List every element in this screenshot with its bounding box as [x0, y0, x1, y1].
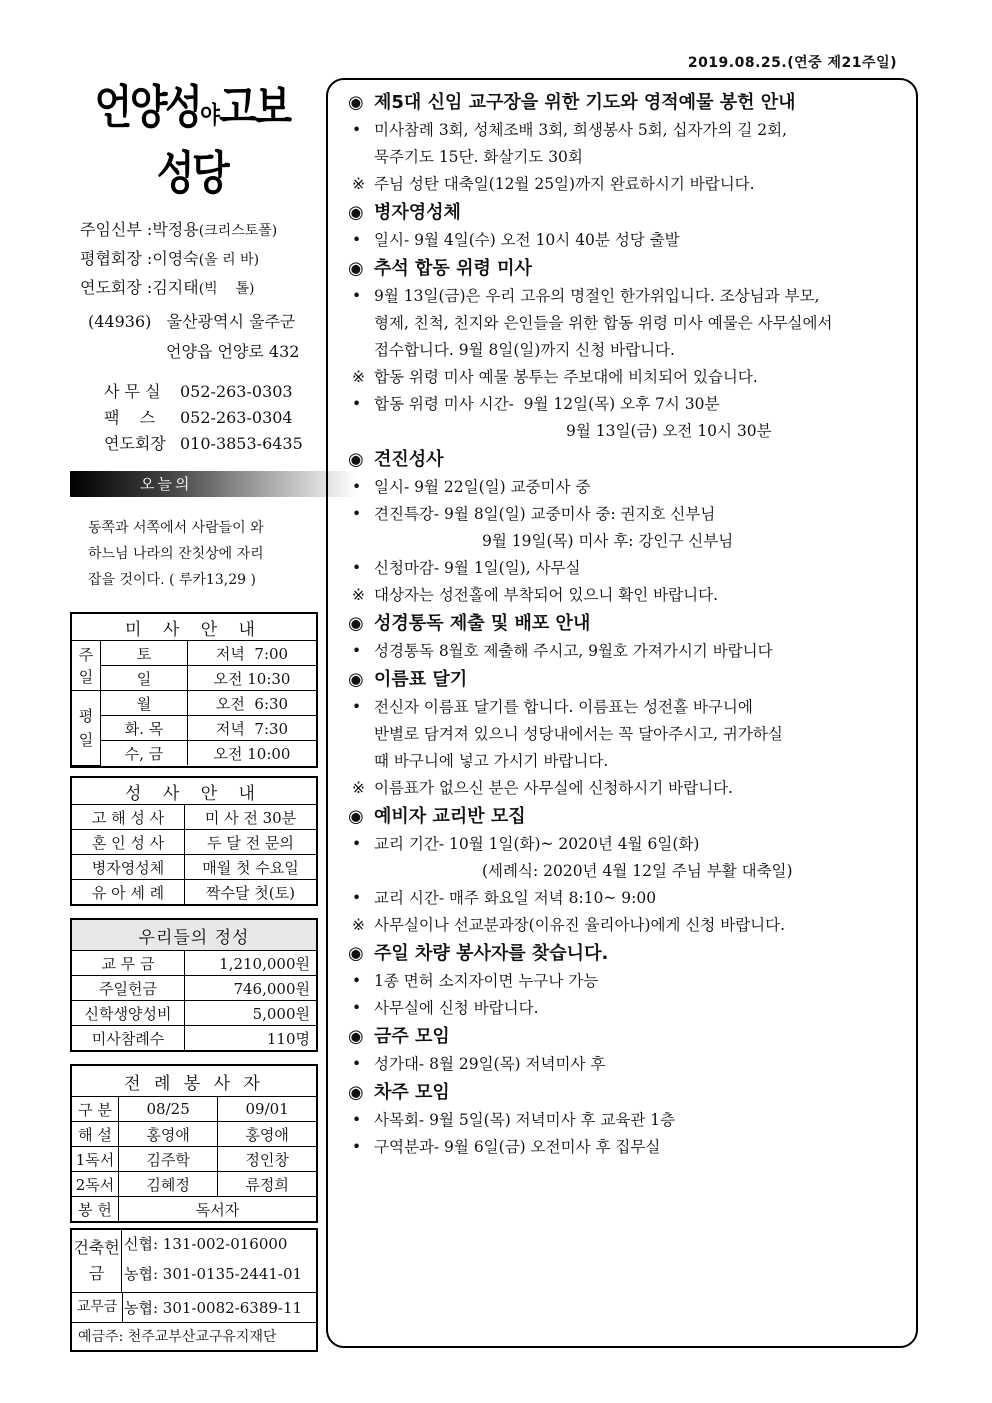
line-bullet: • [352, 559, 362, 577]
sacrament-name: 혼 인 성 사 [72, 830, 185, 855]
staff-label: 연도회장 [80, 278, 142, 297]
mass-time: 오전 10:30 [188, 666, 317, 691]
sacrament-name: 병자영성체 [72, 855, 185, 880]
announcement-line [348, 117, 918, 144]
section-title [348, 802, 918, 831]
line-text: 묵주기도 15단. 화살기도 30회 [374, 148, 583, 166]
line-bullet: • [352, 972, 362, 990]
line-bullet: • [352, 642, 362, 660]
line-text: 1종 면허 소지자이면 누구나 가능 [374, 972, 599, 990]
line-text: 미사참례 3회, 성체조배 3회, 희생봉사 5회, 십자가의 길 2회, [374, 121, 788, 139]
building-fund-label: 건축헌금 [72, 1230, 122, 1292]
announcement-line [348, 337, 918, 364]
mass-day: 화. 목 [101, 716, 188, 741]
phone-value: 052-263-0303 [180, 382, 293, 401]
line-text: 때 바구니에 넣고 가시기 바랍니다. [374, 752, 609, 770]
phone-row [104, 405, 314, 431]
offering-value: 110명 [185, 1026, 317, 1051]
announcement-line [348, 885, 918, 912]
announcement-line [348, 775, 918, 802]
announcement-line [348, 555, 918, 582]
announcement-line [348, 721, 918, 748]
offering-value: 746,000원 [185, 976, 317, 1001]
announcement-line [348, 912, 918, 939]
liturgy-person: 홍영애 [218, 1122, 316, 1147]
liturgy-role: 해 설 [72, 1122, 119, 1147]
mass-day: 토 [101, 641, 188, 666]
address-line-1: (44936) 울산광역시 울주군 [88, 312, 296, 331]
line-bullet: • [352, 231, 362, 249]
line-text: 교리 기간- 10월 1일(화)~ 2020년 4월 6일(화) [374, 835, 700, 853]
section-bullet-icon: ◉ [348, 258, 364, 279]
section-bullet-icon: ◉ [348, 613, 364, 634]
announcement-line [348, 638, 918, 665]
liturgy-role: 1독서 [72, 1147, 119, 1172]
offering-name: 미사참례수 [72, 1026, 185, 1051]
announcement-line [348, 1134, 918, 1161]
section-title-text: 금주 모임 [374, 1026, 450, 1047]
staff-name: 박정용 [152, 220, 199, 239]
staff-name: 김지태 [152, 278, 199, 297]
staff-row: 주임신부 :박정용(크리스토폴) [80, 220, 278, 239]
line-text: 신청마감- 9월 1일(일), 사무실 [374, 559, 581, 577]
staff-label: 주임신부 [80, 220, 142, 239]
section-title [348, 665, 918, 694]
weekday-label: 평일 [72, 691, 101, 766]
announcement-line [348, 227, 918, 254]
announcement-line [348, 171, 918, 198]
line-text: 주님 성탄 대축일(12월 25일)까지 완료하시기 바랍니다. [374, 175, 755, 193]
staff-label: 평협회장 [80, 249, 142, 268]
section-bullet-icon: ◉ [348, 449, 364, 470]
line-text: 성가대- 8월 29일(목) 저녁미사 후 [374, 1055, 606, 1073]
address [70, 307, 314, 367]
phone-list [70, 379, 314, 457]
sacraments-header: 성 사 안 내 [72, 778, 316, 805]
liturgy-table [70, 1064, 318, 1223]
section-bullet-icon: ◉ [348, 669, 364, 690]
phone-value: 010-3853-6435 [180, 434, 303, 453]
line-text: 일시- 9월 4일(수) 오전 10시 40분 성당 출발 [374, 231, 680, 249]
staff-row: 평협회장 :이영숙(올 리 바) [80, 249, 260, 268]
line-bullet: • [352, 287, 362, 305]
line-bullet: ※ [352, 916, 365, 934]
title-line-2: 성당 [156, 146, 228, 200]
bulletin-date: 2019.08.25.(연중 제21주일) [687, 55, 897, 71]
line-bullet: • [352, 1111, 362, 1129]
line-text: 형제, 친척, 친지와 은인들을 위한 합동 위령 미사 예물은 사무실에서 [374, 314, 833, 332]
line-text: (세례식: 2020년 4월 12일 주님 부활 대축일) [482, 862, 793, 880]
liturgy-header: 전 례 봉 사 자 [72, 1066, 316, 1097]
bank-accounts [70, 1228, 318, 1352]
section-title-text: 성경통독 제출 및 배포 안내 [374, 613, 591, 634]
parish-title [88, 78, 295, 202]
section-title [348, 609, 918, 638]
quote-line: 잡을 것이다. ( 루카13,29 ) [88, 572, 256, 588]
school-fee-label: 교무금 [72, 1292, 123, 1322]
offering-name: 교 무 금 [72, 951, 185, 976]
staff-baptismal: (빅 톨) [198, 281, 255, 297]
line-text: 대상자는 성전홀에 부착되어 있으니 확인 바랍니다. [374, 586, 718, 604]
bank-account: 농협: 301-0135-2441-01 [124, 1265, 303, 1283]
offering-name: 주일헌금 [72, 976, 185, 1001]
line-bullet: • [352, 999, 362, 1017]
section-title [348, 254, 918, 283]
phone-value: 052-263-0304 [180, 408, 293, 427]
announcement-line [348, 418, 918, 445]
liturgy-person: 홍영애 [119, 1122, 218, 1147]
line-bullet: ※ [352, 779, 365, 797]
announcement-line [348, 528, 918, 555]
line-text: 9월 13일(금) 오전 10시 30분 [566, 422, 772, 440]
offering-table [70, 918, 318, 1052]
today-banner: 오늘의 [70, 471, 358, 497]
line-bullet: • [352, 395, 362, 413]
line-text: 9월 19일(목) 미사 후: 강인구 신부님 [482, 532, 734, 550]
sacrament-name: 고 해 성 사 [72, 805, 185, 830]
mass-day: 월 [101, 691, 188, 716]
line-text: 사목회- 9월 5일(목) 저녁미사 후 교육관 1층 [374, 1111, 676, 1129]
section-title [348, 939, 918, 968]
liturgy-person: 김주학 [119, 1147, 218, 1172]
phone-row [104, 431, 314, 457]
quote-line: 동쪽과 서쪽에서 사람들이 와 [88, 520, 264, 536]
liturgy-col-label: 구 분 [72, 1097, 119, 1122]
announcement-line [348, 144, 918, 171]
title-part-1: 언양성 [94, 80, 201, 134]
today-quote [70, 515, 298, 593]
left-column [70, 78, 314, 593]
section-bullet-icon: ◉ [348, 806, 364, 827]
line-bullet: ※ [352, 175, 365, 193]
phone-label: 사 무 실 [104, 382, 161, 401]
title-part-2: 고보 [219, 80, 290, 134]
line-text: 교리 시간- 매주 화요일 저녁 8:10~ 9:00 [374, 889, 657, 907]
announcement-line [348, 283, 918, 310]
line-bullet: • [352, 121, 362, 139]
sacraments-table [70, 776, 318, 906]
announcement-line [348, 364, 918, 391]
section-title [348, 88, 918, 117]
offering-value: 1,210,000원 [185, 951, 317, 976]
bank-account: 농협: 301-0082-6389-11 [124, 1299, 303, 1317]
mass-time: 오전 6:30 [188, 691, 317, 716]
line-text: 사무실이나 선교분과장(이유진 율리아나)에게 신청 바랍니다. [374, 916, 786, 934]
phone-label: 팩 스 [104, 408, 156, 427]
line-text: 사무실에 신청 바랍니다. [374, 999, 539, 1017]
line-bullet: • [352, 1055, 362, 1073]
line-text: 일시- 9월 22일(일) 교중미사 중 [374, 478, 591, 496]
liturgy-role: 봉 헌 [72, 1197, 119, 1222]
title-part-tiny: 야 [200, 101, 220, 129]
section-title [348, 198, 918, 227]
announcement-line [348, 858, 918, 885]
offering-header: 우리들의 정성 [72, 920, 316, 951]
line-text: 반별로 담겨져 있으니 성당내에서는 꼭 달아주시고, 귀가하실 [374, 725, 783, 743]
liturgy-date: 09/01 [218, 1097, 316, 1122]
section-bullet-icon: ◉ [348, 202, 364, 223]
line-text: 성경통독 8월호 제출해 주시고, 9월호 가져가시기 바랍니다 [374, 642, 773, 660]
announcement-line [348, 968, 918, 995]
line-bullet: • [352, 505, 362, 523]
announcements [348, 88, 918, 1161]
line-bullet: ※ [352, 368, 365, 386]
section-title-text: 견진성사 [374, 449, 444, 470]
staff-baptismal: (크리스토폴) [198, 223, 278, 239]
mass-time: 저녁 7:00 [188, 641, 317, 666]
line-text: 이름표가 없으신 분은 사무실에 신청하시기 바랍니다. [374, 779, 733, 797]
announcement-line [348, 1051, 918, 1078]
announcement-line [348, 831, 918, 858]
staff-row: 연도회장 :김지태(빅 톨) [80, 278, 255, 297]
liturgy-person: 정인창 [218, 1147, 316, 1172]
announcement-line [348, 1107, 918, 1134]
line-text: 9월 13일(금)은 우리 고유의 명절인 한가위입니다. 조상님과 부모, [374, 287, 820, 305]
line-text: 접수합니다. 9월 8일(일)까지 신청 바랍니다. [374, 341, 675, 359]
section-title-text: 이름표 달기 [374, 669, 468, 690]
sacrament-value: 짝수달 첫(토) [185, 880, 317, 905]
section-title-text: 차주 모임 [374, 1082, 450, 1103]
quote-line: 하느님 나라의 잔칫상에 자리 [88, 546, 264, 562]
sunday-label: 주일 [72, 641, 101, 691]
announcement-line [348, 501, 918, 528]
staff-list [70, 216, 314, 303]
section-title [348, 445, 918, 474]
staff-name: 이영숙 [152, 249, 199, 268]
liturgy-date: 08/25 [119, 1097, 218, 1122]
offering-value: 5,000원 [185, 1001, 317, 1026]
sacrament-name: 유 아 세 례 [72, 880, 185, 905]
line-text: 합동 위령 미사 시간- 9월 12일(목) 오후 7시 30분 [374, 395, 720, 413]
liturgy-role: 2독서 [72, 1172, 119, 1197]
line-bullet: • [352, 835, 362, 853]
mass-schedule-table [70, 612, 318, 768]
phone-label: 연도회장 [104, 434, 166, 453]
section-title-text: 제5대 신임 교구장을 위한 기도와 영적예물 봉헌 안내 [374, 92, 796, 113]
liturgy-person: 김혜정 [119, 1172, 218, 1197]
mass-time: 저녁 7:30 [188, 716, 317, 741]
mass-time: 오전 10:00 [188, 741, 317, 766]
liturgy-person: 류정희 [218, 1172, 316, 1197]
section-title-text: 병자영성체 [374, 202, 461, 223]
section-bullet-icon: ◉ [348, 1026, 364, 1047]
address-line-2: 언양읍 언양로 432 [166, 342, 300, 361]
mass-day: 수, 금 [101, 741, 188, 766]
line-text: 합동 위령 미사 예물 봉투는 주보대에 비치되어 있습니다. [374, 368, 758, 386]
bank-account: 신협: 131-002-016000 [124, 1235, 288, 1253]
liturgy-offer: 독서자 [119, 1197, 317, 1222]
line-bullet: • [352, 478, 362, 496]
announcement-line [348, 748, 918, 775]
announcement-line [348, 582, 918, 609]
sacrament-value: 미 사 전 30분 [185, 805, 317, 830]
announcement-line [348, 391, 918, 418]
section-bullet-icon: ◉ [348, 943, 364, 964]
line-bullet: • [352, 1138, 362, 1156]
announcement-line [348, 995, 918, 1022]
section-bullet-icon: ◉ [348, 1082, 364, 1103]
section-title [348, 1078, 918, 1107]
line-bullet: • [352, 698, 362, 716]
announcement-line [348, 474, 918, 501]
section-title-text: 주일 차량 봉사자를 찾습니다. [374, 943, 609, 964]
line-text: 전신자 이름표 달기를 합니다. 이름표는 성전홀 바구니에 [374, 698, 753, 716]
section-title [348, 1022, 918, 1051]
line-bullet: • [352, 889, 362, 907]
sacrament-value: 두 달 전 문의 [185, 830, 317, 855]
mass-header: 미 사 안 내 [72, 614, 316, 641]
announcement-line [348, 694, 918, 721]
line-bullet: ※ [352, 586, 365, 604]
section-title-text: 추석 합동 위령 미사 [374, 258, 532, 279]
account-holder: 예금주: 천주교부산교구유지재단 [78, 1329, 277, 1345]
line-text: 구역분과- 9월 6일(금) 오전미사 후 집무실 [374, 1138, 661, 1156]
line-text: 견진특강- 9월 8일(일) 교중미사 중: 권지호 신부님 [374, 505, 716, 523]
announcement-line [348, 310, 918, 337]
section-bullet-icon: ◉ [348, 92, 364, 113]
staff-baptismal: (올 리 바) [198, 252, 260, 268]
section-title-text: 예비자 교리반 모집 [374, 806, 526, 827]
phone-row [104, 379, 314, 405]
sacrament-value: 매월 첫 수요일 [185, 855, 317, 880]
offering-name: 신학생양성비 [72, 1001, 185, 1026]
mass-day: 일 [101, 666, 188, 691]
